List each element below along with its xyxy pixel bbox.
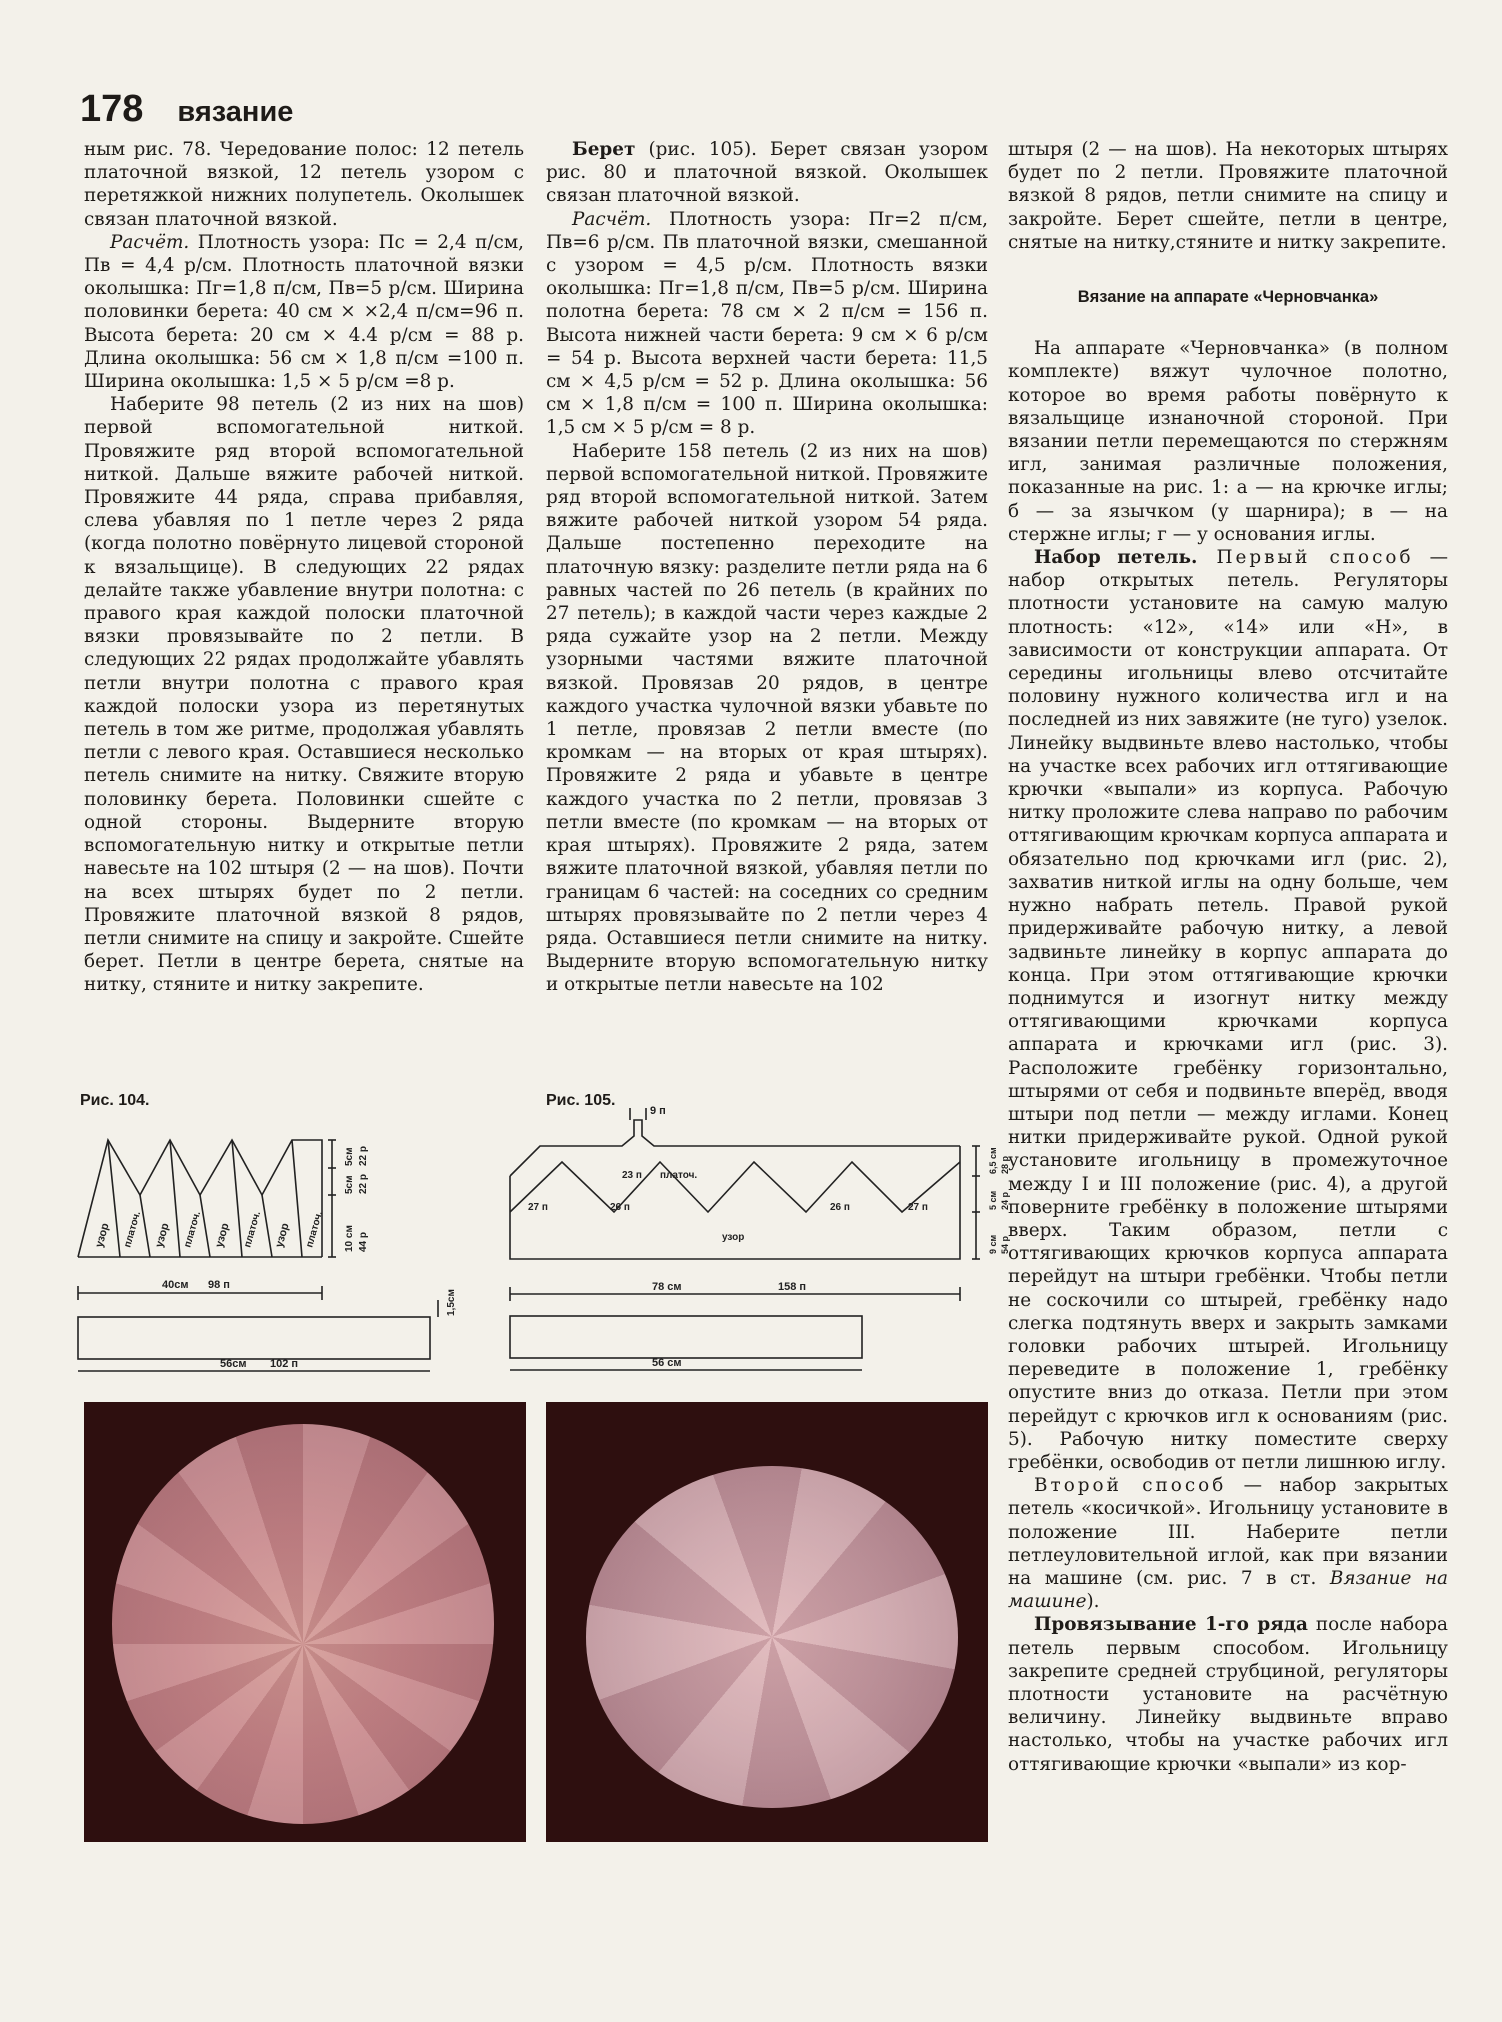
paragraph-text: — набор закрытых петель «косичкой». Игольницу установите в положение III. Наберите петли петлеуловительной иглой, как при вязании на машине (см. рис. 7 в ст.: [1008, 1475, 1448, 1589]
dim-label: 5см: [344, 1175, 355, 1194]
dim-label: 5 см: [988, 1190, 998, 1210]
dim-label: 9 см: [988, 1234, 998, 1254]
band-rectangle: [510, 1316, 862, 1358]
text-column-3: [1008, 138, 1448, 1776]
strip-label: узор: [273, 1221, 292, 1249]
dim-label: 56см: [220, 1358, 247, 1370]
page-header: [80, 88, 293, 131]
dim-label: 44 р: [358, 1231, 369, 1252]
paragraph-lead: Расчёт.: [572, 208, 652, 230]
paragraph: [1008, 546, 1448, 1474]
dim-label: 78 см: [652, 1281, 682, 1293]
strip-label: платоч.: [122, 1210, 144, 1249]
text-column-1: [84, 138, 524, 997]
dim-label: 27 п: [528, 1202, 548, 1213]
paragraph-lead: Провязывание 1-го ряда: [1034, 1614, 1308, 1636]
dim-label: 22 р: [358, 1145, 369, 1166]
dim-label: 26 п: [610, 1202, 630, 1213]
figure-104-diagram: [70, 1120, 470, 1380]
knit-texture: [112, 1424, 494, 1824]
paragraph: Наберите 98 петель (2 из них на шов) первой вспомогательной ниткой. Провяжите ряд второй вспомогательной ниткой. Дальше вяжите рабочей ниткой. Провяжите 44 ряда, справа прибавляя, слева убавляя по 1 петле через 2 ряда (когда полотно повёрнуто лицевой стороной к вязальщице). В следующих 22 рядах делайте также убавление внутри полотна: с правого края каждой полоски платочной вязки провязывайте по 2 петли. В следующих 22 рядах продолжайте убавлять петли внутри полотна с правого края каждой полоски узора из перетянутых петель в том же ритме, продолжая убавлять петли с левого края. Оставшиеся несколько петель снимите на нитку. Свяжите вторую половинку берета. Половинки сшейте с одной стороны. Выдерните вторую вспомогательную нитку и открытые петли навесьте на 102 штыря (2 — на шов). Почти на всех штырях будет по 2 петли. Провяжите платочной вязкой 8 рядов, петли снимите на спицу и закройте. Сшейте берет. Петли в центре берета, снятые на нитку, стяните и нитку закрепите.: [84, 394, 524, 996]
beret-image: [586, 1466, 958, 1808]
paragraph-text: ).: [1086, 1591, 1100, 1613]
paragraph-lead: Набор петель.: [1034, 547, 1198, 569]
paragraph-text: Плотность узора: Пс = 2,4 п/см, Пв = 4,4 р/см. Плотность платочной вязки околышка: Пг=1,8 п/см, Пв=5 р/см. Ширина половинки берета: 40 см × ×2,4 п/см=96 п. Высота берета: 20 см × 4.4 р/см = 88 р. Длина околышка: 56 см × 1,8 п/см =100 п. Ширина околышка: 1,5 × 5 р/см =8 р.: [84, 231, 524, 393]
section-heading: Вязание на аппарате «Черновчанка»: [1077, 288, 1379, 307]
dim-label: 1,5см: [446, 1289, 457, 1316]
page-number: 178: [80, 88, 144, 130]
paragraph: Наберите 158 петель (2 из них на шов) первой вспомогательной ниткой. Провяжите ряд второй вспомогательной ниткой. Затем вяжите рабочей ниткой узором 54 ряда. Дальше постепенно переходите на платочную вязку: разделите петли ряда на 6 равных частей по 26 петель (в крайних по 27 петель); в каждой части через каждые 2 ряда сужайте узор на 2 петли. Между узорными частями вяжите платочной вязкой. Провязав 20 рядов, в центре каждого участка чулочной вязки убавьте по 1 петле, провязав 2 петли вместе (по кромкам — на вторых от края штырях). Провяжите 2 ряда и убавьте в центре каждого участка по 2 петли, провязав 3 петли вместе (по кромкам — на вторых от края штырях). Провяжите 2 ряда, затем вяжите платочной вязкой, убавляя петли по границам 6 частей: на соседних со средним штырях провязывайте по 2 петли через 4 ряда. Оставшиеся петли снимите на нитку. Выдерните вторую вспомогательную нитку и открытые петли навесьте на 102: [546, 440, 988, 996]
paragraph: ным рис. 78. Чередование полос: 12 петель платочной вязкой, 12 петель узором с перетяжкой нижних полупетель. Околышек связан платочной вязкой.: [84, 139, 524, 230]
figure-104-caption: Рис. 104.: [80, 1092, 150, 1109]
knit-texture: [586, 1466, 958, 1808]
band-rectangle: [78, 1317, 430, 1359]
paragraph-text: Плотность узора: Пг=2 п/см, Пв=6 р/см. Пв платочной вязки, смешанной с узором = 4,5 р/см. Плотность вязки околышка: Пг=1,8 п/см, Пв=5 р/см. Ширина полотна берета: 78 см × 2 п/см = 156 п. Высота нижней части берета: 9 см × 6 р/см = 54 р. Высота верхней части берета: 11,5 см × 4,5 р/см = 52 р. Длина околышка: 56 см × 1,8 п/см = 100 п. Ширина околышка: 1,5 см × 5 р/см = 8 р.: [546, 208, 988, 439]
paragraph: [546, 138, 988, 208]
dim-label: 24 р: [1000, 1191, 1010, 1210]
paragraph: [84, 231, 524, 393]
strip-label: узор: [93, 1221, 112, 1249]
dim-label: 26 п: [830, 1202, 850, 1213]
dim-label: 22 р: [358, 1173, 369, 1194]
strip-label: платоч.: [242, 1210, 264, 1249]
region-label: узор: [722, 1232, 745, 1243]
beret-image: [112, 1424, 494, 1824]
paragraph-lead: Расчёт.: [110, 231, 190, 253]
spaced-phrase: Второй способ: [1034, 1475, 1227, 1497]
beret-photo-104: [84, 1402, 526, 1842]
paragraph: штыря (2 — на шов). На некоторых штырях будет по 2 петли. Провяжите платочной вязкой 8 рядов, петли снимите на спицу и закройте. Берет сшейте, петли в центре, снятые на нитку,стяните и нитку закрепите.: [1008, 139, 1448, 253]
paragraph-lead: Берет: [572, 139, 636, 160]
paragraph-text: (рис. 105). Берет связан узором рис. 80 и платочной вязкой. Околышек связан платочной вязкой.: [546, 139, 988, 207]
zigzag-boundary: [510, 1162, 960, 1212]
dim-label: 102 п: [270, 1358, 299, 1370]
dim-label: 56 см: [652, 1357, 682, 1369]
dim-label: 28 р: [1000, 1155, 1010, 1174]
figure-105-diagram: [500, 1104, 1010, 1384]
dim-label: 27 п: [908, 1202, 928, 1213]
spaced-phrase: Первый способ: [1197, 547, 1414, 569]
dim-label: 54 р: [1000, 1235, 1010, 1254]
dim-label: 40см: [162, 1279, 189, 1291]
region-label: платоч.: [660, 1170, 698, 1181]
figure-105-caption: Рис. 105.: [546, 1092, 616, 1109]
paragraph: На аппарате «Черновчанка» (в полном комплекте) вяжут чулочное полотно, которое во время работы повёрнуто к вязальщице изнаночной стороной. При вязании петли перемещаются по стержням игл, занимая различные положения, показанные на рис. 1: а — на крючке иглы; б — за язычком (у шарнира); в — на стержне иглы; г — у основания иглы.: [1008, 338, 1448, 545]
dim-label: 98 п: [208, 1279, 230, 1291]
section-title: вязание: [177, 96, 294, 128]
paragraph: [1008, 1474, 1448, 1613]
paragraph-text: — набор открытых петель. Регуляторы плотности установите на самую малую плотность: «12», «14» или «Н», в зависимости от конструкции аппарата. От середины игольницы влево отсчитайте половину нужного количества игл и на последней из них завяжите (не туго) узелок. Линейку выдвиньте влево настолько, чтобы на участке всех рабочих игл оттягивающие крючки «выпали» из корпуса. Рабочую нитку проложите слева направо по рабочим оттягивающим крючкам корпуса аппарата и обязательно под крючками игл (рис. 2), захватив ниткой иглы на одну больше, чем нужно набрать петель. Правой рукой придерживайте рабочую нитку, а левой задвиньте линейку в корпус аппарата до конца. При этом оттягивающие крючки поднимутся и изогнут нитку между оттягивающими крючками корпуса аппарата и крючками игл (рис. 3). Расположите гребёнку горизонтально, штырями от себя и подвиньте вперёд, вводя штыри под петли — между иглами. Конец нитки придерживайте рукой. Одной рукой установите игольницу в промежуточное между I и III положение (рис. 4), а другой поверните гребёнку в положение штырями вверх. Таким образом, петли с оттягивающих крючков корпуса аппарата перейдут на штыри гребёнки. Чтобы петли не соскочили со штырей, гребёнку надо слегка подтянуть вверх и закрыть замками головки рабочих штырей. Игольницу переведите в положение 1, гребёнку опустите вниз до отказа. Петли при этом перейдут с крючков игл к основаниям (рис. 5). Рабочую нитку поместите сверху гребёнки, освободив от петли лишнюю иглу.: [1008, 547, 1448, 1473]
dim-label: 158 п: [778, 1281, 807, 1293]
beret-photo-105: [546, 1402, 988, 1842]
article-reference: Вязание на машине: [1008, 1567, 1448, 1613]
dim-label: 10 см: [344, 1225, 355, 1252]
dim-label: 9 п: [650, 1105, 666, 1117]
dim-label: 6,5 см: [988, 1147, 998, 1174]
strip-label: платоч.: [182, 1210, 204, 1249]
text-column-2: [546, 138, 988, 997]
paragraph: [546, 208, 988, 440]
dim-label: 5см: [344, 1147, 355, 1166]
paragraph-text: после набора петель первым способом. Игольницу закрепите средней струбциной, регуляторы плотности установите на расчётную величину. Линейку выдвиньте вправо настолько, чтобы на участке рабочих игл оттягивающие крючки «выпали» из кор-: [1008, 1614, 1448, 1775]
dim-label: 23 п: [622, 1170, 642, 1181]
paragraph: [1008, 1613, 1448, 1775]
strip-label: платоч.: [304, 1210, 326, 1249]
strip-label: узор: [153, 1221, 172, 1249]
strip-label: узор: [213, 1221, 232, 1249]
